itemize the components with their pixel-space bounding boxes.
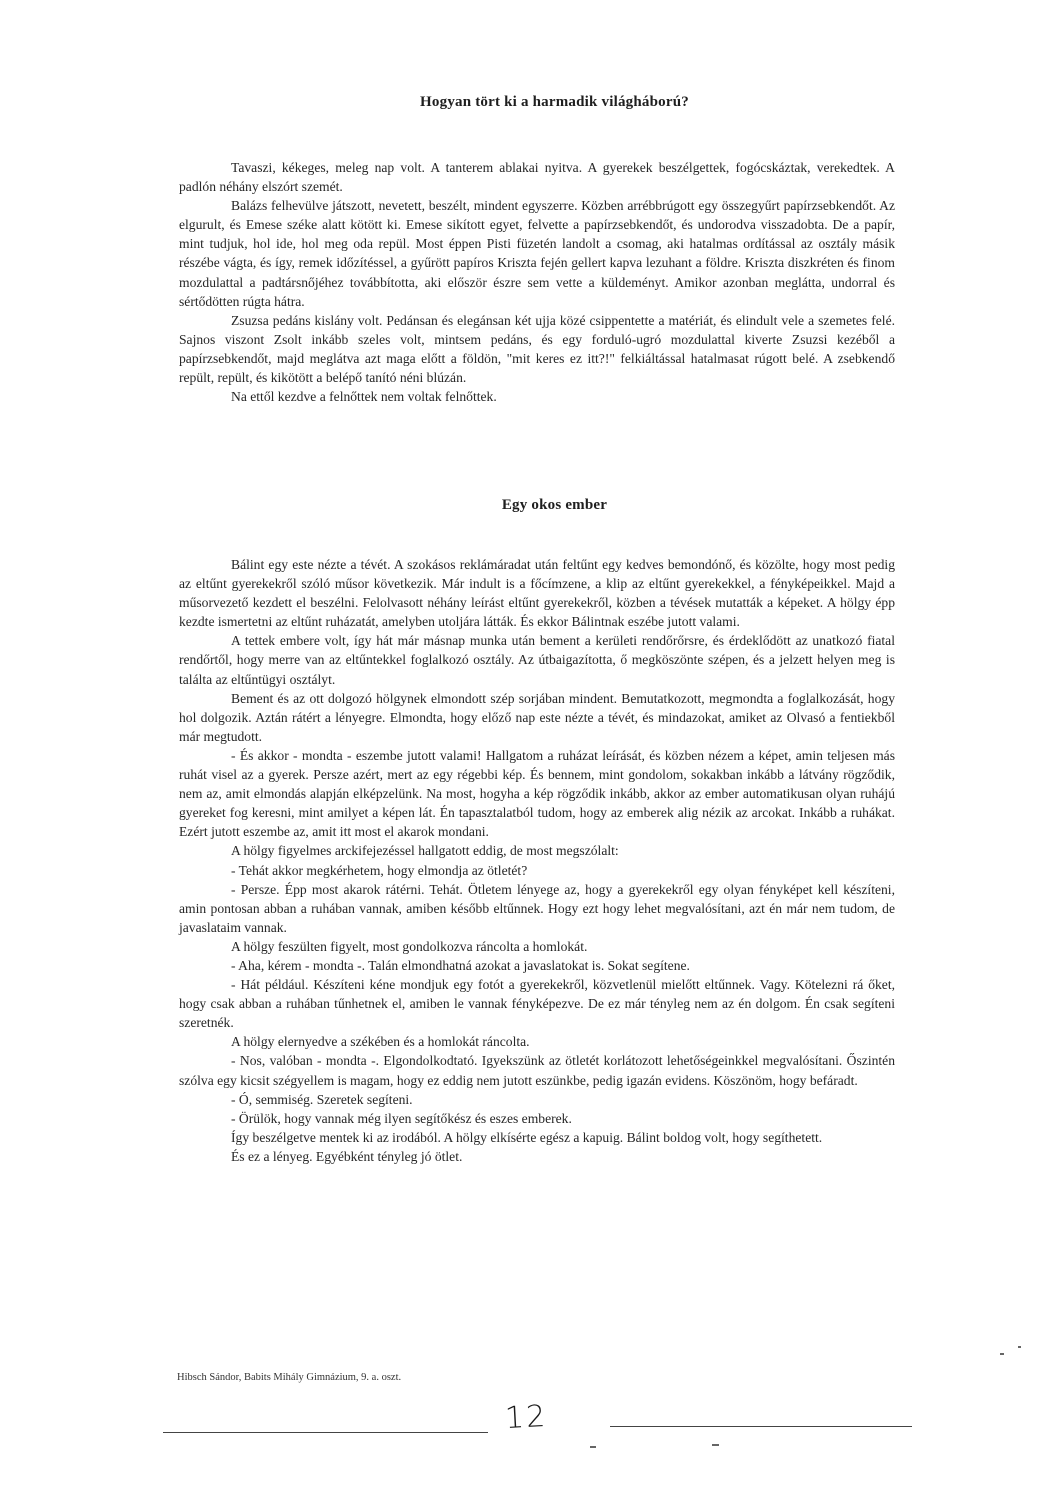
story2-body [179, 555, 895, 1166]
story2-title: Egy okos ember [501, 497, 608, 513]
story2-paragraph: - Hát például. Készíteni kéne mondjuk egy fotót a gyerekekről, közvetlenül mielőtt eltűnnek. Vagy. Kötelezni rá őket, hogy csak abban a ruhában tűnhetnek el, amiben le vannak fényképezve. De ez már tényleg nem az én dolgom. Én csak segíteni szeretnék. [179, 977, 895, 1031]
footer-rule-left [163, 1432, 488, 1433]
story2-paragraph: - Nos, valóban - mondta -. Elgondolkodtató. Igyekszünk az ötletét korlátozott lehetőségeinkkel megvalósítani. Őszintén szólva egy kicsit szégyellem is magam, hogy ez eddig nem jutott eszünkbe, pedig igazán evidens. Köszönöm, hogy befáradt. [179, 1053, 895, 1088]
story2-paragraph: A hölgy elernyedve a székében és a homlokát ráncolta. [231, 1034, 530, 1050]
story2-paragraph: Így beszélgetve mentek ki az irodából. A hölgy elkísérte egész a kapuig. Bálint boldog volt, hogy segíthetett. [231, 1129, 823, 1145]
story1-paragraph: Tavaszi, kékeges, meleg nap volt. A tanterem ablakai nyitva. A gyerekek beszélgettek, fogócskáztak, verekedtek. A padlón néhány elszórt szemét. [179, 160, 895, 195]
story2-paragraph: - Persze. Épp most akarok rátérni. Tehát. Ötletem lényege az, hogy a gyerekekről egy olyan fényképet kell készíteni, amin pontosan abban a ruhában vannak, amiben később eltűnnek. Hogy ezt hogy lehet megvalósítani, azt én már nem tudom, de javaslataim vannak. [179, 881, 895, 935]
story1-paragraph: Zsuzsa pedáns kislány volt. Pedánsan és elegánsan két ujja közé csippentette a matériát, és elindult vele a szemetes felé. Sajnos viszont Zsolt inkább szeles volt, mintsem pedáns, és egy forduló-ugró mozdulattal kiverte Zsuzsi kezéből a papírzsebkendőt, majd meglátva azt maga előtt a földön, "mit keres ez itt?!" felkiáltással hatalmasat rúgott belé. A zsebkendő repült, repült, és kikötött a belépő tanító néni blúzán. [179, 312, 895, 386]
story1-paragraph: Balázs felhevülve játszott, nevetett, beszélt, mindent egyszerre. Közben arrébbrúgott egy összegyűrt papírzsebkendőt. Az elgurult, és Emese széke alatt kötött ki. Emese sikított egyet, felvette a papírzsebkendőt, és undorodva visszadobta. De a papír, mint tudjuk, hol ide, hol meg oda repül. Most éppen Pisti füzetén landolt a csomag, aki hatalmas ordítással az osztály másik részébe vágta, és így, remek időzítéssel, a gyűrött papíros Kriszta fején gellert kapva lezuhant a földre. Kriszta diszkréten és finom mozdulattal a padtársnőjéhez továbbította, aki először észre sem vette a küldeményt. Amikor azonban meglátta, undorral és sértődötten rúgta hátra. [179, 198, 895, 309]
story2-paragraph: - És akkor - mondta - eszembe jutott valami! Hallgatom a ruházat leírását, és közben nézem a képet, amin teljesen más ruhát visel az a gyerek. Persze azért, mert az egy régebbi kép. És bennem, mint gondolom, sokakban inkább a látvány rögződik, nem az, amit elmondás alapján elképzelünk. Na most, hogyha a kép rögződik inkább, akkor az ember automatikusan olyan ruhájú gyereket fog keresni, mint amilyet a képen lát. Én tapasztalatból tudom, hogy az emberek alig nézik az arcokat. Inkább a ruhákat. Ezért jutott eszembe az, amit itt most el akarok mondani. [179, 747, 895, 840]
scan-speck [712, 1444, 719, 1446]
story1-body [179, 158, 895, 406]
author-credit: Hibsch Sándor, Babits Mihály Gimnázium, 9. a. oszt. [177, 1372, 402, 1383]
page-number: 12 [504, 1398, 549, 1437]
scan-speck [590, 1446, 596, 1448]
story2-paragraph: És ez a lényeg. Egyébként tényleg jó ötlet. [231, 1148, 463, 1164]
story1-title: Hogyan tört ki a harmadik világháború? [420, 94, 689, 110]
story2-paragraph: A hölgy figyelmes arckifejezéssel hallgatott eddig, de most megszólalt: [231, 843, 619, 859]
story1-paragraph: Na ettől kezdve a felnőttek nem voltak felnőttek. [231, 389, 497, 405]
story2-paragraph: - Örülök, hogy vannak még ilyen segítőkész és eszes emberek. [231, 1110, 572, 1126]
story2-paragraph: A hölgy feszülten figyelt, most gondolkozva ráncolta a homlokát. [231, 938, 588, 954]
scan-speck [1000, 1353, 1004, 1355]
story2-paragraph: Bement és az ott dolgozó hölgynek elmondott szép sorjában mindent. Bemutatkozott, megmondta a foglalkozását, hogy hol dolgozik. Aztán rátért a lényegre. Elmondta, hogy előző nap este nézte a tévét, és mindazokat, amiket az Olvasó a fentiekből már megtudott. [179, 690, 895, 744]
story2-paragraph: - Tehát akkor megkérhetem, hogy elmondja az ötletét? [231, 862, 528, 878]
story2-paragraph: - Ó, semmiség. Szeretek segíteni. [231, 1091, 413, 1107]
story2-paragraph: A tettek embere volt, így hát már másnap munka után bement a kerületi rendőrőrsre, és érdeklődött az unatkozó fiatal rendőrtől, hogy merre van az eltűntekkel foglalkozó osztály. Az útbaigazította, ő megköszönte szépen, és a jelzett helyen meg is találta az eltűntügyi osztályt. [179, 633, 895, 687]
footer-rule-right [610, 1426, 912, 1427]
scan-speck [1018, 1346, 1021, 1348]
story2-paragraph: Bálint egy este nézte a tévét. A szokásos reklámáradat után feltűnt egy kedves bemondónő, és közölte, hogy most pedig az eltűnt gyerekekről szóló műsor következik. Már indult is a főcímzene, a klip az eltűnt gyerekekkel, a fényképeikkel. Majd a műsorvezető kezdett el beszélni. Felolvasott néhány leírást eltűnt gyerekekről, közben a tévések mutatták a képeket. A hölgy épp kezdte ismertetni az eltűnt ruházatát, amelyben utoljára látták. És ekkor Bálintnak eszébe jutott valami. [179, 557, 895, 630]
story2-paragraph: - Aha, kérem - mondta -. Talán elmondhatná azokat a javaslatokat is. Sokat segítene. [231, 957, 690, 973]
